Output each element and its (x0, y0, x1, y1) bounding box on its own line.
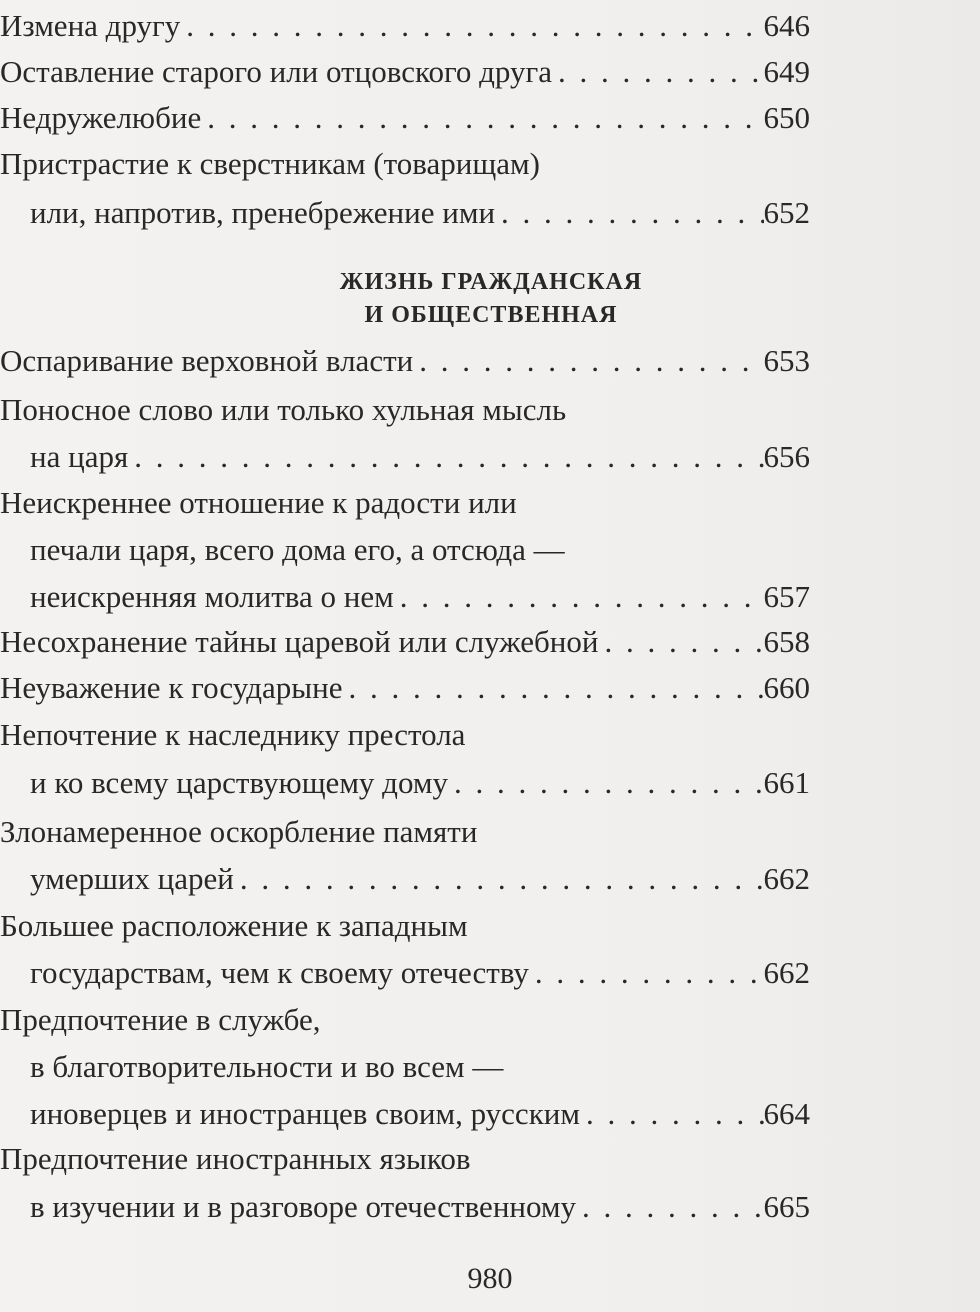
toc-entry-page: 662 (763, 861, 810, 896)
toc-entry-title: государствам, чем к своему отечеству (30, 955, 529, 990)
toc-entry-page: 656 (763, 439, 810, 474)
toc-entry-continuation (30, 1044, 810, 1090)
toc-entry-page: 646 (763, 8, 810, 43)
toc-entry (0, 141, 810, 187)
dot-leader (576, 1184, 763, 1230)
toc-entry-title: Оспаривание верховной власти (0, 343, 414, 378)
toc-entry-title: иноверцев и иностранцев своим, русским (30, 1096, 580, 1131)
toc-entry (0, 49, 810, 95)
toc-entry-title: Недружелюбие (0, 100, 202, 135)
toc-entry-title: Предпочтение в службе, (0, 1002, 321, 1037)
section-heading-line1: ЖИЗНЬ ГРАЖДАНСКАЯ (339, 269, 643, 295)
toc-entry-title: Оставление старого или отцовского друга (0, 54, 552, 89)
dot-leader (598, 619, 763, 665)
toc-entry-continuation (30, 574, 810, 620)
toc-entry (0, 809, 810, 855)
dot-leader (128, 434, 763, 480)
page-number: 980 (467, 1262, 513, 1295)
toc-entry-title: Злонамеренное оскорбление памяти (0, 814, 478, 849)
toc-entry-title: на царя (30, 439, 129, 474)
toc-entry-continuation (30, 1091, 810, 1137)
toc-entry-page: 660 (763, 670, 810, 705)
toc-entry-continuation (30, 760, 810, 806)
dot-leader (495, 190, 763, 236)
toc-entry-title: в благотворительности и во всем — (30, 1049, 504, 1084)
section-heading-line2: И ОБЩЕСТВЕННАЯ (364, 302, 618, 328)
toc-entry-title: Поносное слово или только хульная мысль (0, 392, 567, 427)
dot-leader (580, 1091, 764, 1137)
toc-entry-continuation (30, 190, 810, 236)
toc-entry (0, 619, 810, 665)
toc-entry-continuation (30, 527, 810, 573)
dot-leader (234, 856, 764, 902)
toc-entry-title: умерших царей (30, 861, 234, 896)
toc-entry (0, 997, 810, 1043)
toc-entry-title: в изучении и в разговоре отечественному (30, 1189, 577, 1224)
toc-entry-title: Несохранение тайны царевой или служебной (0, 624, 599, 659)
toc-entry (0, 903, 810, 949)
dot-leader (394, 574, 764, 620)
toc-entry (0, 387, 810, 433)
toc-entry-title: неискренняя молитва о нем (30, 579, 394, 614)
toc-entry-title: Неуважение к государыне (0, 670, 343, 705)
toc-entry (0, 338, 810, 384)
toc-entry-continuation (30, 1184, 810, 1230)
toc-entry (0, 665, 810, 711)
toc-entry-title: печали царя, всего дома его, а отсюда — (30, 532, 565, 567)
toc-entry (0, 95, 810, 141)
dot-leader (552, 49, 764, 95)
toc-entry-page: 662 (763, 955, 810, 990)
toc-entry-page: 653 (763, 343, 810, 378)
dot-leader (413, 338, 763, 384)
toc-entry-page: 657 (763, 579, 810, 614)
toc-entry-title: Предпочтение иностранных языков (0, 1141, 471, 1176)
toc-entry-continuation (30, 434, 810, 480)
toc-entry-page: 650 (763, 100, 810, 135)
toc-entry (0, 1136, 810, 1182)
dot-leader (201, 95, 763, 141)
toc-entry-page: 664 (763, 1096, 810, 1131)
toc-entry-title: или, напротив, пренебрежение ими (30, 195, 496, 230)
dot-leader (342, 665, 763, 711)
dot-leader (180, 3, 763, 49)
dot-leader (448, 760, 764, 806)
toc-entry-title: и ко всему царствующему дому (30, 765, 448, 800)
toc-entry-page: 665 (763, 1189, 810, 1224)
toc-entry-title: Непочтение к наследнику престола (0, 717, 466, 752)
toc-entry-page: 652 (763, 195, 810, 230)
toc-entry-continuation (30, 856, 810, 902)
toc-entry-page: 658 (763, 624, 810, 659)
toc-entry-title: Пристрастие к сверстникам (товарищам) (0, 146, 540, 181)
toc-entry-title: Неискреннее отношение к радости или (0, 485, 517, 520)
toc-entry (0, 712, 810, 758)
toc-entry-page: 661 (763, 765, 810, 800)
dot-leader (529, 950, 764, 996)
toc-entry-title: Измена другу (0, 8, 181, 43)
toc-entry (0, 3, 810, 49)
toc-entry-title: Большее расположение к западным (0, 908, 468, 943)
toc-entry-page: 649 (763, 54, 810, 89)
toc-entry (0, 480, 810, 526)
toc-entry-continuation (30, 950, 810, 996)
